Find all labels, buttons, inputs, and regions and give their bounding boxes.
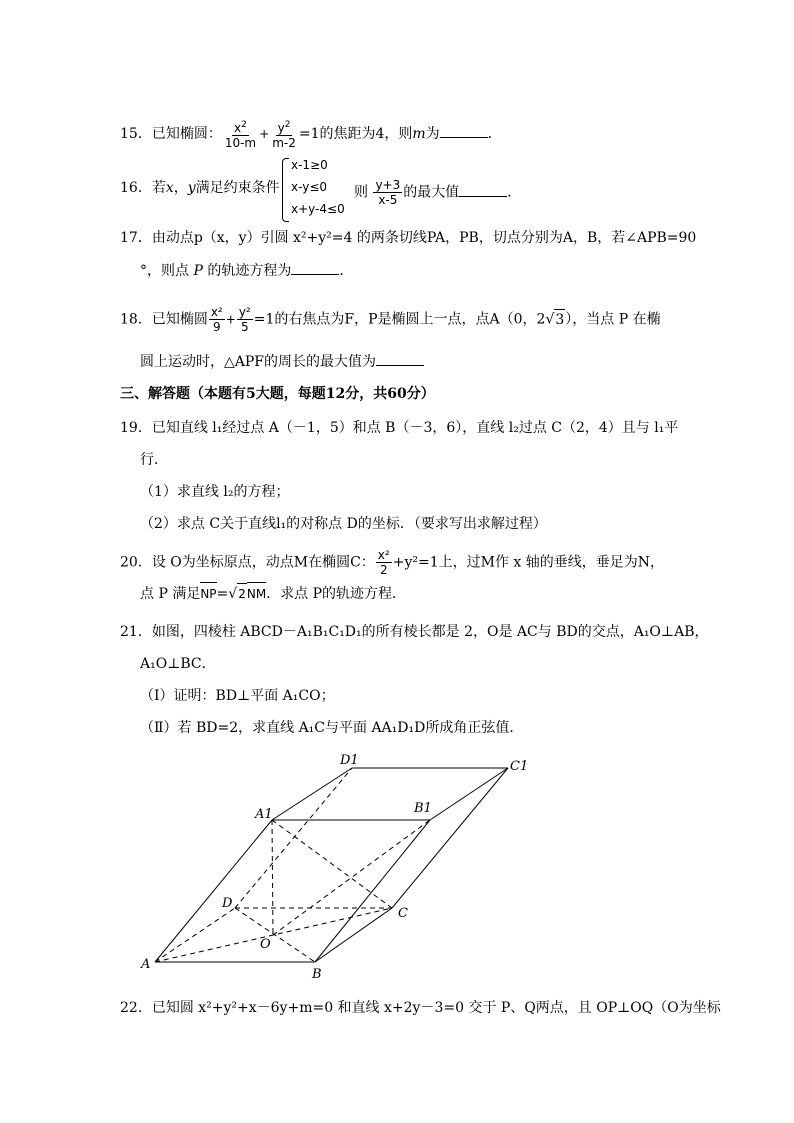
question-17-line-1: 17．由动点p（x，y）引圆 x²+y²=4 的两条切线PA，PB，切点分别为A，B，若∠APB=90 <box>120 230 697 246</box>
diagonal-BD <box>235 908 315 962</box>
question-20-line-1: 20．设 O为坐标原点，动点M在椭圆C： $\frac{\text{x²}}{2}$ +y²=1上，过M作 x 轴的垂线，垂足为N， <box>120 548 664 577</box>
fraction-x2-over-9: $\frac{\text{x²}}{9}$ <box>210 305 223 334</box>
question-21-part-2: （Ⅱ）若 BD=2，求直线 A₁C与平面 AA₁D₁D所成角正弦值． <box>140 720 524 736</box>
edge-A1D1 <box>272 768 352 820</box>
segment-A1O <box>272 820 273 935</box>
edge-B1C1 <box>430 768 508 820</box>
label-O: O <box>260 937 271 952</box>
label-A1: A1 <box>255 807 273 822</box>
question-19-line-2: 行． <box>140 452 168 468</box>
question-21-line-1: 21．如图，四棱柱 ABCD－A₁B₁C₁D₁的所有棱长都是 2，O是 AC与 BD的交点，A₁O⊥AB， <box>120 624 709 640</box>
fraction-x2-over-10-m: $\frac{x^2}{10-m}$ <box>224 120 257 150</box>
fraction-y3-over-x5: $\frac{y+3}{x-5}$ <box>375 178 401 207</box>
question-16-objective: 则 $\frac{y+3}{x-5}$ 的最大值 ． <box>354 178 522 207</box>
edge-CC1 <box>392 768 508 908</box>
sqrt-icon: √ <box>545 311 555 328</box>
sqrt-icon: √ <box>228 586 238 602</box>
vector-nm: NM <box>247 584 266 604</box>
question-19-line-1: 19．已知直线 l₁经过点 A（－1，5）和点 B（－3，6），直线 l₂过点 C（2，4）且与 l₁平 <box>120 420 679 436</box>
edge-AD <box>155 908 235 962</box>
question-16: 16．若x，y满足约束条件 <box>120 180 280 196</box>
edge-BC <box>315 908 392 962</box>
label-B1: B1 <box>414 801 432 816</box>
question-19-part-2: （2）求点 C关于直线l₁的对称点 D的坐标．（要求写出求解过程） <box>140 516 547 532</box>
fraction-x2-over-2: $\frac{\text{x²}}{2}$ <box>377 548 390 577</box>
question-15: 15．已知椭圆： $\frac{x^2}{10-m}$ + $\frac{y^2}{m-2}$ =1的焦距为4，则m为 ． <box>120 120 502 150</box>
fraction-y2-over-5: $\frac{\text{y²}}{5}$ <box>238 305 251 334</box>
vector-np: NP <box>200 584 216 604</box>
question-18-line-1: 18．已知椭圆 $\frac{\text{x²}}{9}$ + $\frac{\text{y²}}{5}$ =1的右焦点为F，P是椭圆上一点，点A（0，2√3），当点 P 在椭 <box>120 305 661 334</box>
question-21-line-2: A₁O⊥BC． <box>140 656 216 672</box>
label-C: C <box>398 906 408 921</box>
label-D: D <box>222 896 233 911</box>
segment-A1C <box>272 820 392 908</box>
question-20-line-2: 点 P 满足NP=√2NM．求点 P的轨迹方程． <box>140 583 406 604</box>
edge-DD1 <box>235 768 352 908</box>
question-17-line-2: °，则点 P 的轨迹方程为 ． <box>140 260 353 281</box>
question-18-line-2: 圆上运动时，△APF的周长的最大值为 <box>140 351 424 372</box>
label-B: B <box>312 967 322 982</box>
edge-AA1 <box>155 820 272 962</box>
question-21-part-1: （Ⅰ）证明：BD⊥平面 A₁CO； <box>140 688 335 704</box>
label-D1: D1 <box>340 753 359 768</box>
constraint-system: x-1≥0 x-y≤0 x+y-4≤0 <box>282 158 352 220</box>
question-22-line-1: 22．已知圆 x²+y²+x－6y+m=0 和直线 x+2y－3=0 交于 P、Q两点，且 OP⊥OQ（O为坐标 <box>120 1000 721 1016</box>
label-A: A <box>141 957 151 972</box>
fraction-y2-over-m-2: $\frac{y^2}{m-2}$ <box>272 120 296 150</box>
label-C1: C1 <box>510 759 529 774</box>
section-heading: 三、解答题（本题有5大题，每题12分，共60分） <box>120 386 435 402</box>
question-19-part-1: （1）求直线 l₂的方程； <box>140 484 290 500</box>
